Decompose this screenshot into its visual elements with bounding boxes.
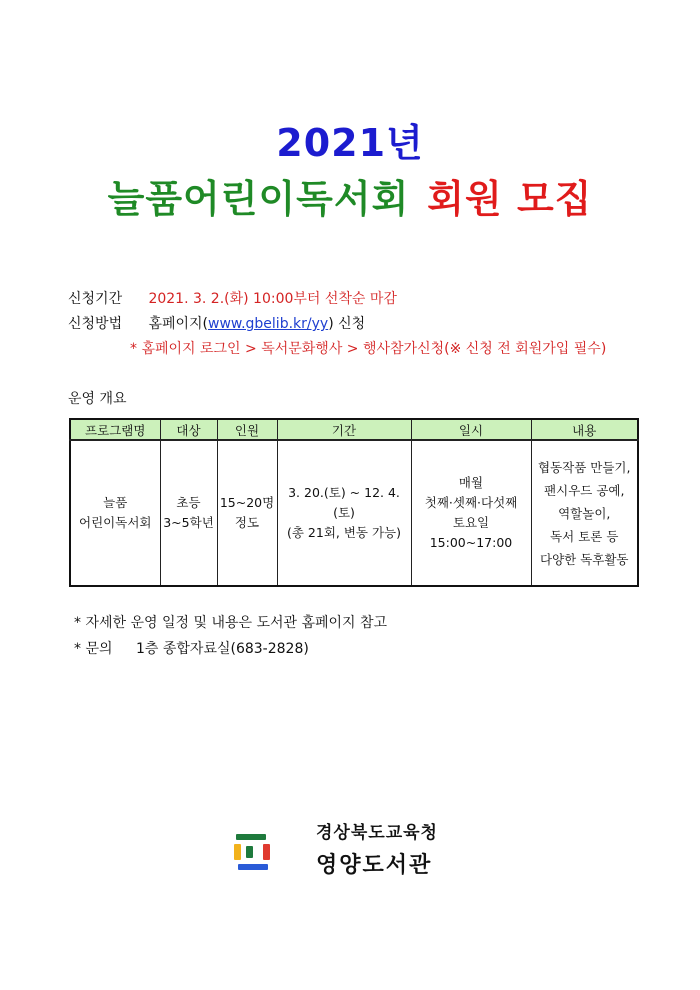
application-period (68, 288, 397, 308)
method-suffix: ) 신청 (328, 316, 366, 332)
cell-program (70, 440, 160, 586)
cell-content (531, 440, 638, 586)
year-title: 2021년 (276, 121, 424, 165)
content-line: 팬시우드 공예, (544, 482, 625, 498)
period-line: (총 21회, 변동 가능) (286, 525, 401, 540)
application-method (68, 313, 365, 333)
program-title: 늘품어린이독서회 (107, 177, 410, 221)
header-program: 프로그램명 (70, 419, 160, 440)
program-line: 어린이독서회 (79, 515, 152, 530)
count-line: 15~20명 (219, 495, 275, 510)
content-line: 다양한 독후활동 (540, 551, 629, 567)
application-notice: * 홈페이지 로그인 > 독서문화행사 > 행사참가신청(※ 신청 전 회원가입 필수) (130, 341, 607, 357)
overview-title: 운영 개요 (68, 391, 127, 407)
header-count: 인원 (217, 419, 277, 440)
period-value: 2021. 3. 2.(화) 10:00부터 선착순 마감 (148, 291, 397, 307)
footnote-contact (74, 638, 309, 658)
cell-count (217, 440, 277, 586)
header-period: 기간 (277, 419, 411, 440)
count-line: 정도 (234, 515, 260, 530)
content-line: 협동작품 만들기, (538, 459, 631, 475)
time-line: 매월 (458, 475, 484, 490)
cell-time (411, 440, 531, 586)
method-label: 신청방법 (68, 316, 123, 332)
program-line: 늘품 (103, 495, 128, 510)
content-line: 역할놀이, (558, 505, 611, 521)
period-label: 신청기간 (68, 291, 123, 307)
cell-period (277, 440, 411, 586)
cell-target (160, 440, 217, 586)
time-line: 토요일 15:00~17:00 (429, 515, 513, 550)
overview-table (69, 418, 639, 587)
target-line: 3~5학년 (163, 515, 214, 530)
contact-label: * 문의 (74, 641, 113, 657)
contact-value: 1층 종합자료실(683-2828) (136, 641, 309, 657)
table-row (70, 440, 638, 586)
library-logo-icon (232, 832, 272, 872)
method-prefix: 홈페이지( (148, 316, 209, 332)
table-header-row (70, 419, 638, 440)
content-line: 독서 토론 등 (550, 528, 619, 544)
page-title (0, 168, 700, 223)
target-line: 초등 (176, 495, 201, 510)
library-name: 영양도서관 (316, 853, 433, 878)
org-name: 경상북도교육청 (316, 823, 438, 843)
recruit-title: 회원 모집 (427, 177, 593, 221)
header-time: 일시 (411, 419, 531, 440)
header-content: 내용 (531, 419, 638, 440)
homepage-link[interactable]: www.gbelib.kr/yy (208, 316, 329, 332)
header-target: 대상 (160, 419, 217, 440)
period-line: 3. 20.(토) ~ 12. 4.(토) (288, 485, 400, 520)
footnote-detail: * 자세한 운영 일정 및 내용은 도서관 홈페이지 참고 (74, 615, 388, 631)
time-line: 첫째·셋째·다섯째 (424, 495, 518, 510)
